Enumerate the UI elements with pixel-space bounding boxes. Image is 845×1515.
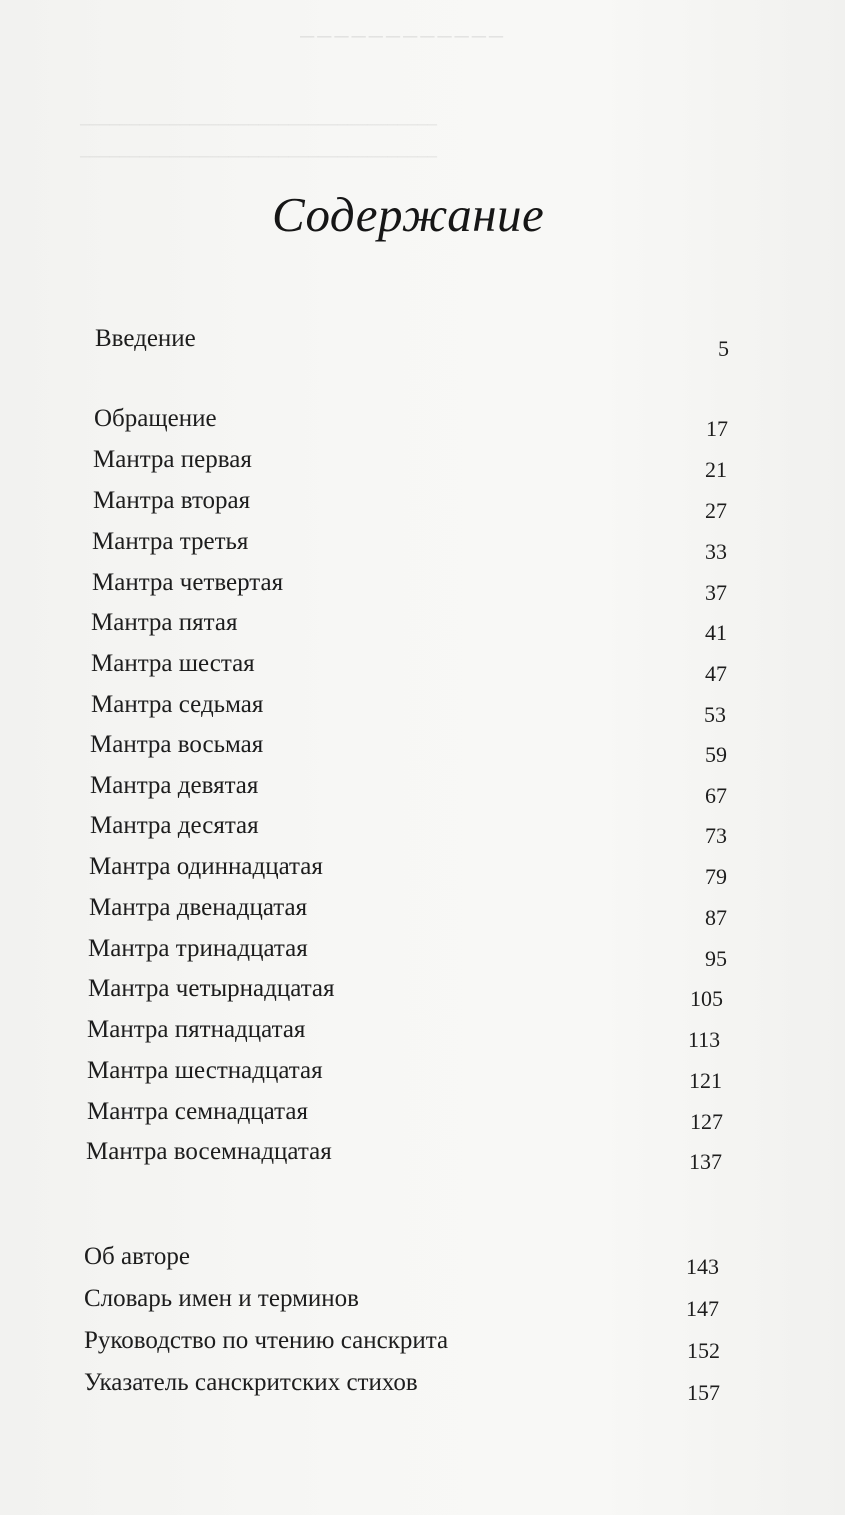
toc-item-page-number: 157 — [687, 1380, 720, 1405]
toc-item — [94, 401, 734, 441]
toc-item-label: Мантра девятая — [90, 772, 259, 799]
toc-item — [90, 808, 730, 848]
toc-item-page-number: 17 — [706, 416, 728, 441]
toc-item-label: Мантра восемнадцатая — [86, 1138, 332, 1165]
toc-item-label: Обращение — [94, 405, 217, 432]
toc-item-page-number: 147 — [686, 1296, 719, 1321]
toc-item — [87, 1053, 727, 1093]
toc-item-page-number: 152 — [687, 1338, 720, 1363]
toc-item-page-number: 41 — [705, 620, 727, 645]
toc-item-page-number: 127 — [690, 1109, 723, 1134]
toc-item-page-number: 33 — [705, 539, 727, 564]
toc-item — [88, 971, 728, 1011]
toc-item — [87, 1012, 727, 1052]
toc-item — [90, 727, 730, 767]
toc-item — [91, 605, 731, 645]
toc-item-label: Об авторе — [84, 1243, 190, 1270]
bleed-through-header: ──────────── — [300, 26, 507, 48]
toc-item-page-number: 79 — [705, 864, 727, 889]
toc-item-label: Мантра шестнадцатая — [87, 1057, 323, 1084]
toc-item — [90, 768, 730, 808]
toc-item-page-number: 67 — [705, 783, 727, 808]
toc-item — [91, 646, 731, 686]
toc-item-page-number: 121 — [689, 1068, 722, 1093]
toc-item-label: Мантра третья — [92, 528, 249, 555]
toc-item — [93, 483, 733, 523]
toc-item-page-number: 53 — [704, 702, 726, 727]
toc-item-label: Мантра вторая — [93, 487, 251, 514]
toc-item — [84, 1239, 729, 1279]
toc-item-introduction — [95, 321, 735, 361]
toc-item — [84, 1365, 729, 1405]
toc-item-label: Мантра шестая — [91, 650, 255, 677]
toc-item — [84, 1323, 729, 1363]
toc-item-label: Мантра тринадцатая — [88, 935, 308, 962]
toc-item-page-number: 105 — [690, 986, 723, 1011]
toc-item-label: Указатель санскритских стихов — [84, 1369, 418, 1396]
toc-item — [84, 1281, 729, 1321]
toc-item-label: Мантра десятая — [90, 812, 259, 839]
toc-item-page-number: 73 — [705, 823, 727, 848]
toc-item — [93, 442, 733, 482]
toc-item-page-number: 143 — [686, 1254, 719, 1279]
toc-item-label: Мантра седьмая — [91, 691, 264, 718]
toc-item-page-number: 27 — [705, 498, 727, 523]
toc-item-page-number: 137 — [689, 1149, 722, 1174]
toc-item-page-number: 37 — [705, 580, 727, 605]
toc-item-label: Словарь имен и терминов — [84, 1285, 359, 1312]
toc-item-page-number: 87 — [705, 905, 727, 930]
toc-item-page-number: 47 — [705, 661, 727, 686]
toc-item-label: Мантра одиннадцатая — [89, 853, 323, 880]
toc-item-page-number: 5 — [718, 336, 729, 361]
page-title: Содержание — [272, 187, 545, 242]
toc-item-label: Мантра пятая — [91, 609, 238, 636]
toc-item — [89, 849, 729, 889]
toc-item — [89, 890, 729, 930]
toc-item-label: Руководство по чтению санскрита — [84, 1327, 449, 1354]
toc-item — [92, 565, 732, 605]
toc-item-label: Введение — [95, 325, 196, 352]
toc-item-label: Мантра четвертая — [92, 569, 284, 596]
toc-item-page-number: 21 — [705, 457, 727, 482]
toc-item-page-number: 59 — [705, 742, 727, 767]
toc-item-page-number: 113 — [688, 1027, 721, 1052]
toc-item-page-number: 95 — [705, 946, 727, 971]
toc-item-label: Мантра семнадцатая — [87, 1098, 308, 1125]
toc-item — [87, 1094, 727, 1134]
toc-item-label: Мантра пятнадцатая — [87, 1016, 306, 1043]
toc-item — [86, 1134, 726, 1174]
toc-item-label: Мантра первая — [93, 446, 252, 473]
bleed-through-lines: ──────────────────────────────────── ──────────────────────────────────── — [80, 118, 438, 165]
toc-item — [91, 687, 731, 727]
toc-item-label: Мантра восьмая — [90, 731, 264, 758]
toc-item — [92, 524, 732, 564]
toc-item-label: Мантра двенадцатая — [89, 894, 308, 921]
toc-item-label: Мантра четырнадцатая — [88, 975, 335, 1002]
toc-item — [88, 931, 728, 971]
